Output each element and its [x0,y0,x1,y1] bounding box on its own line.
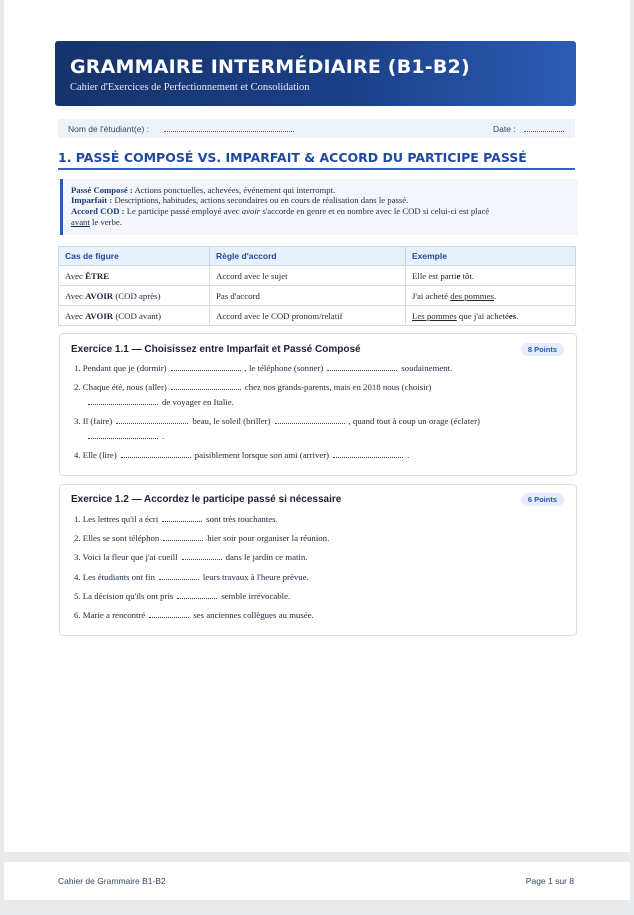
answer-blank[interactable] [275,416,345,424]
answer-blank[interactable] [149,610,189,618]
list-item: 1. Les lettres qu'il a écri sont très touchantes. [74,514,278,524]
page-title: GRAMMAIRE INTERMÉDIAIRE (B1-B2) [70,56,470,78]
rule-text: Descriptions, habitudes, actions secondaires ou en cours de réalisation dans le passé. [114,195,409,205]
answer-blank[interactable] [163,533,203,541]
question: 3. Il (faire) beau, le soleil (briller) , quand tout à coup un orage (éclater) [74,416,480,426]
date-field[interactable] [524,131,564,132]
footer-book-title: Cahier de Grammaire B1-B2 [58,876,166,886]
table-cell-rule: Accord avec le sujet [210,266,406,286]
table-cell-case: Avec AVOIR (COD après) [59,286,210,306]
footer-page-number: Page 1 sur 8 [525,876,574,886]
table-cell-rule: Accord avec le COD pronom/relatif [210,306,406,326]
student-name-field[interactable] [164,131,294,132]
table-cell-example: Les pommes que j'ai achetées. [406,306,576,326]
page-footer [4,862,630,900]
answer-blank[interactable] [162,514,202,522]
answer-blank[interactable] [327,363,397,371]
rule-imparfait [71,195,408,205]
rule-text-avant: avant [71,217,90,227]
table-row [59,266,576,286]
list-item: 6. Marie a rencontré ses anciennes collègues au musée. [74,610,314,620]
rule-term: Accord COD : [71,206,125,216]
header-banner [55,41,576,106]
list-item: 4. Les étudiants ont fin leurs travaux à l'heure prévue. [74,572,309,582]
answer-blank[interactable] [121,450,191,458]
rule-text-avoir: avoir [241,206,261,216]
exercise-title: Exercice 1.2 — Accordez le participe passé si nécessaire [71,494,342,505]
answer-blank[interactable] [182,552,222,560]
agreement-table [58,246,576,326]
list-item: 5. La décision qu'ils ont pris semble irrévocable. [74,591,291,601]
grammar-rules-box [60,179,578,235]
table-cell-case: Avec ÊTRE [59,266,210,286]
question: 4. Elle (lire) paisiblement lorsque son ami (arriver) . [74,450,410,460]
table-header-row [59,247,576,266]
rule-text: Actions ponctuelles, achevées, événement qui interrompt. [134,185,336,195]
question: 1. Pendant que je (dormir) , le téléphone (sonner) soudainement. [74,363,453,373]
rule-accord-cod-cont [71,217,122,227]
date-label: Date : [493,124,516,134]
exercise-card-1-2 [59,484,577,636]
table-cell-example: J'ai acheté des pommes. [406,286,576,306]
section-divider [58,168,575,170]
answer-blank[interactable] [116,416,188,424]
table-header: Exemple [406,247,576,266]
rule-passe-compose [71,185,335,195]
answer-blank[interactable] [177,591,217,599]
student-name-label: Nom de l'étudiant(e) : [68,124,149,134]
rule-text: le verbe. [92,217,122,227]
student-info-bar [58,119,575,138]
table-cell-example: Elle est partie tôt. [406,266,576,286]
answer-blank[interactable] [88,397,158,405]
points-badge: 8 Points [521,343,564,356]
section-title: 1. PASSÉ COMPOSÉ VS. IMPARFAIT & ACCORD DU PARTICIPE PASSÉ [58,150,527,165]
question-cont: de voyager en Italie. [88,397,234,408]
rule-accord-cod [71,206,489,216]
rule-term: Passé Composé : [71,185,133,195]
page-subtitle: Cahier d'Exercices de Perfectionnement et Consolidation [70,82,310,93]
points-badge: 6 Points [521,493,564,506]
answer-blank[interactable] [159,572,199,580]
answer-blank[interactable] [88,431,158,439]
answer-blank[interactable] [171,363,241,371]
question-cont: . [88,431,164,442]
answer-blank[interactable] [171,382,241,390]
rule-text: Le participe passé employé avec [126,206,240,216]
table-cell-rule: Pas d'accord [210,286,406,306]
table-header: Règle d'accord [210,247,406,266]
table-row [59,306,576,326]
table-header: Cas de figure [59,247,210,266]
exercise-card-1-1 [59,333,577,476]
exercise-title: Exercice 1.1 — Choisissez entre Imparfait et Passé Composé [71,344,361,355]
question: 2. Chaque été, nous (aller) chez nos grands-parents, mais en 2018 nous (choisir) [74,382,432,392]
table-cell-case: Avec AVOIR (COD avant) [59,306,210,326]
list-item: 2. Elles se sont téléphon hier soir pour organiser la réunion. [74,533,330,543]
rule-text: s'accorde en genre et en nombre avec le COD si celui-ci est placé [262,206,490,216]
list-item: 3. Voici la fleur que j'ai cueill dans le jardin ce matin. [74,552,308,562]
rule-term: Imparfait : [71,195,113,205]
answer-blank[interactable] [333,450,403,458]
table-row [59,286,576,306]
